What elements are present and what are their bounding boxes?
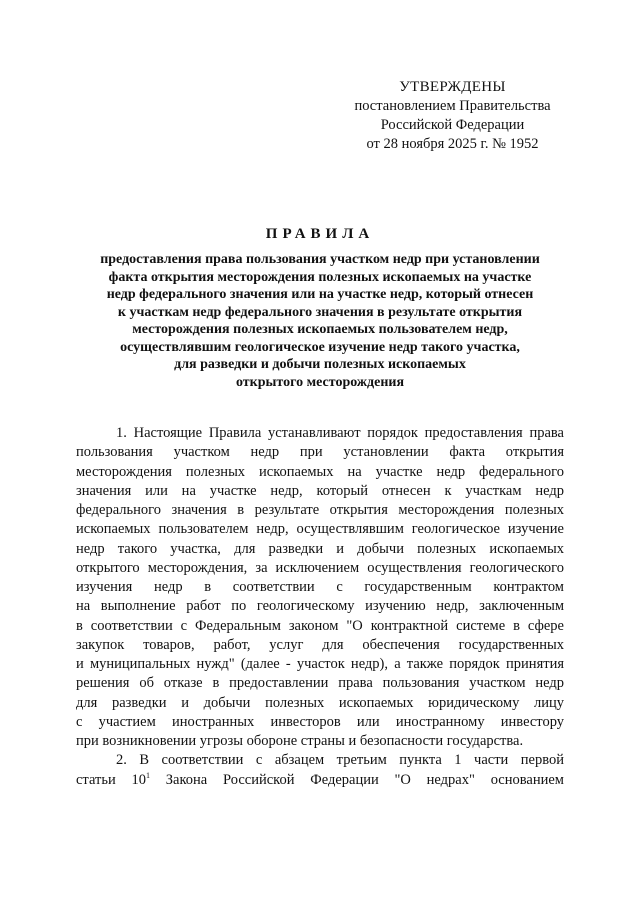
paragraph-line: в соответствии с Федеральным законом "О контрактной системе в сфере (76, 617, 564, 634)
paragraph-line: с участием иностранных инвесторов или иностранному инвестору (76, 713, 564, 730)
paragraph-line (76, 771, 564, 790)
approval-line: Российской Федерации (380, 117, 525, 133)
approval-line: постановлением Правительства (354, 98, 551, 114)
paragraph-line: пользования участком недр при установлении факта открытия (76, 444, 564, 461)
paragraph-line: и муниципальных нужд" (далее - участок недр), а также порядок принятия (76, 656, 564, 672)
paragraph-line: открытого месторождения, за исключением осуществления геологического (76, 559, 564, 576)
subtitle-line: открытого месторождения (235, 374, 405, 390)
approval-date-line: от 28 ноября 2025 г. № 1952 (366, 136, 539, 152)
subtitle-line: недр федерального значения или на участке недр, который отнесен (106, 287, 534, 302)
paragraph-line: недр такого участка, для разведки и добычи полезных ископаемых (76, 540, 564, 557)
superscript: 1 (146, 770, 150, 780)
paragraph-line: закупок товаров, работ, услуг для обеспечения государственных (76, 636, 564, 653)
paragraph-line: решения об отказе в предоставлении права пользования участком недр (76, 675, 564, 692)
paragraph-text: Закона Российской Федерации "О недрах" основанием (150, 771, 564, 788)
paragraph-1 (76, 424, 564, 751)
approval-block (330, 78, 575, 154)
paragraph-line: изучения недр в соответствии с государственным контрактом (76, 579, 564, 595)
paragraph-line: на выполнение работ по геологическому изучению недр, заключенным (76, 598, 564, 615)
subtitle-line: к участкам недр федерального значения в результате открытия (117, 304, 523, 320)
subtitle-line: предоставления права пользования участком недр при установлении (100, 252, 540, 267)
subtitle-line: факта открытия месторождения полезных ископаемых на участке (108, 269, 532, 285)
article-reference: статьи 10 (76, 771, 146, 788)
paragraph-line: 2. В соответствии с абзацем третьим пункта 1 части первой (116, 752, 564, 769)
paragraph-2 (76, 751, 564, 790)
document-body (76, 424, 564, 790)
paragraph-line: для разведки и добычи полезных ископаемых юридическому лицу (76, 694, 564, 711)
paragraph-line: 1. Настоящие Правила устанавливают порядок предоставления права (116, 425, 564, 441)
subtitle-line: для разведки и добычи полезных ископаемых (174, 357, 466, 372)
paragraph-line: при возникновении угрозы обороне страны и безопасности государства. (76, 733, 524, 749)
subtitle-line: осуществлявшим геологическое изучение недр такого участка, (120, 339, 520, 355)
document-subtitle (60, 251, 580, 391)
document-title: ПРАВИЛА (265, 226, 375, 242)
subtitle-line: месторождения полезных ископаемых пользователем недр, (132, 322, 508, 337)
approval-heading: УТВЕРЖДЕНЫ (399, 79, 506, 95)
paragraph-line: ископаемых пользователем недр, осуществлявшим геологическое изучение (76, 521, 564, 538)
paragraph-line: значения или на участке недр, который отнесен к участкам недр (76, 482, 564, 499)
paragraph-line: месторождения полезных ископаемых на участке недр федерального (76, 463, 564, 480)
paragraph-line: федерального значения в результате открытия месторождения полезных (76, 502, 564, 518)
